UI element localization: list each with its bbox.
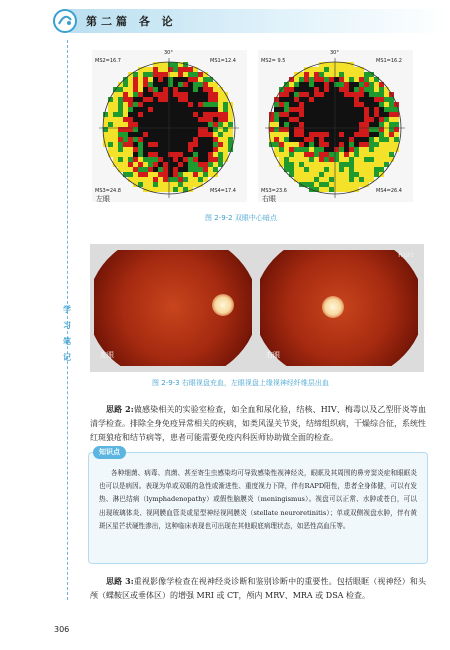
knowledge-box-body: 各种细菌、病毒、真菌、甚至寄生虫感染均可导致感染性视神经炎，眼眶及其周围的鼻旁窦炎症和眼眶炎也可以是病因。表现为单或双眼的急性或渐进性、重度视力下降，伴有RAPD阳性，患者全身体健，可以有发热、淋巴结病（lymphadenopathy）或假性脑膜炎（meningismus）。视盘可以正常、水肿或苍白，可以出现玻璃体炎、视网膜血管炎或星型神经视网膜炎（stellate neuroretinitis）；单或双侧视盘水肿，伴有黄斑区星芒状硬性渗出，这种临床表现也可出现在其他眼底病理状态，如恶性高血压等。 (99, 469, 417, 530)
thinking-paragraph-2: 思路 2:做感染相关的实验室检查，如全血和尿化验，结核、HIV、梅毒以及乙型肝炎等血清学检查。排除全身免疫异常相关的疾病，如类风湿关节炎，结缔组织病，干燥综合征，系统性红斑狼疮和结节病等，患者可能需要免疫内科医师协助做全面的检查。 (90, 404, 426, 442)
page-number: 306 (54, 625, 70, 634)
page-header (0, 0, 450, 38)
visual-field-map (258, 50, 413, 202)
chapter-logo-icon (50, 6, 80, 36)
optic-disc (212, 294, 234, 316)
knowledge-box (88, 448, 428, 564)
thinking-paragraph-3: 思路 3:重视影像学检查在视神经炎诊断和鉴别诊断中的重要性。包括眼眶（视神经）和头颅（蝶鞍区或垂体区）的增强 MRI 或 CT，颅内 MRV、MRA 或 DSA 检查。 (90, 576, 426, 600)
knowledge-box-title: 知识点 (93, 446, 126, 459)
figure-caption-1: 图 2-9-2 双眼中心暗点 (205, 214, 277, 222)
study-notes-label: 学 习 笔 记 (63, 305, 71, 362)
figure-caption-2: 图 2-9-3 右眼视盘充血，左眼视盘上缘视神经纤维层出血 (152, 379, 329, 387)
visual-field-right: 30° MS2= 9.5 MS1=16.2 MS3=23.6 MS4=26.4 右眼 (258, 50, 413, 202)
visual-field-map (92, 50, 247, 202)
visual-field-left: 30° MS2=16.7 MS1=12.4 MS3=24.8 MS4=17.4 左眼 (92, 50, 247, 202)
chapter-title: 第二篇 各 论 (86, 15, 177, 28)
fundus-photo-right: Right 右眼 (260, 250, 418, 366)
optic-disc (322, 296, 344, 318)
fundus-photo-panel (90, 244, 424, 372)
fundus-photo-left: 左眼 (94, 250, 252, 366)
